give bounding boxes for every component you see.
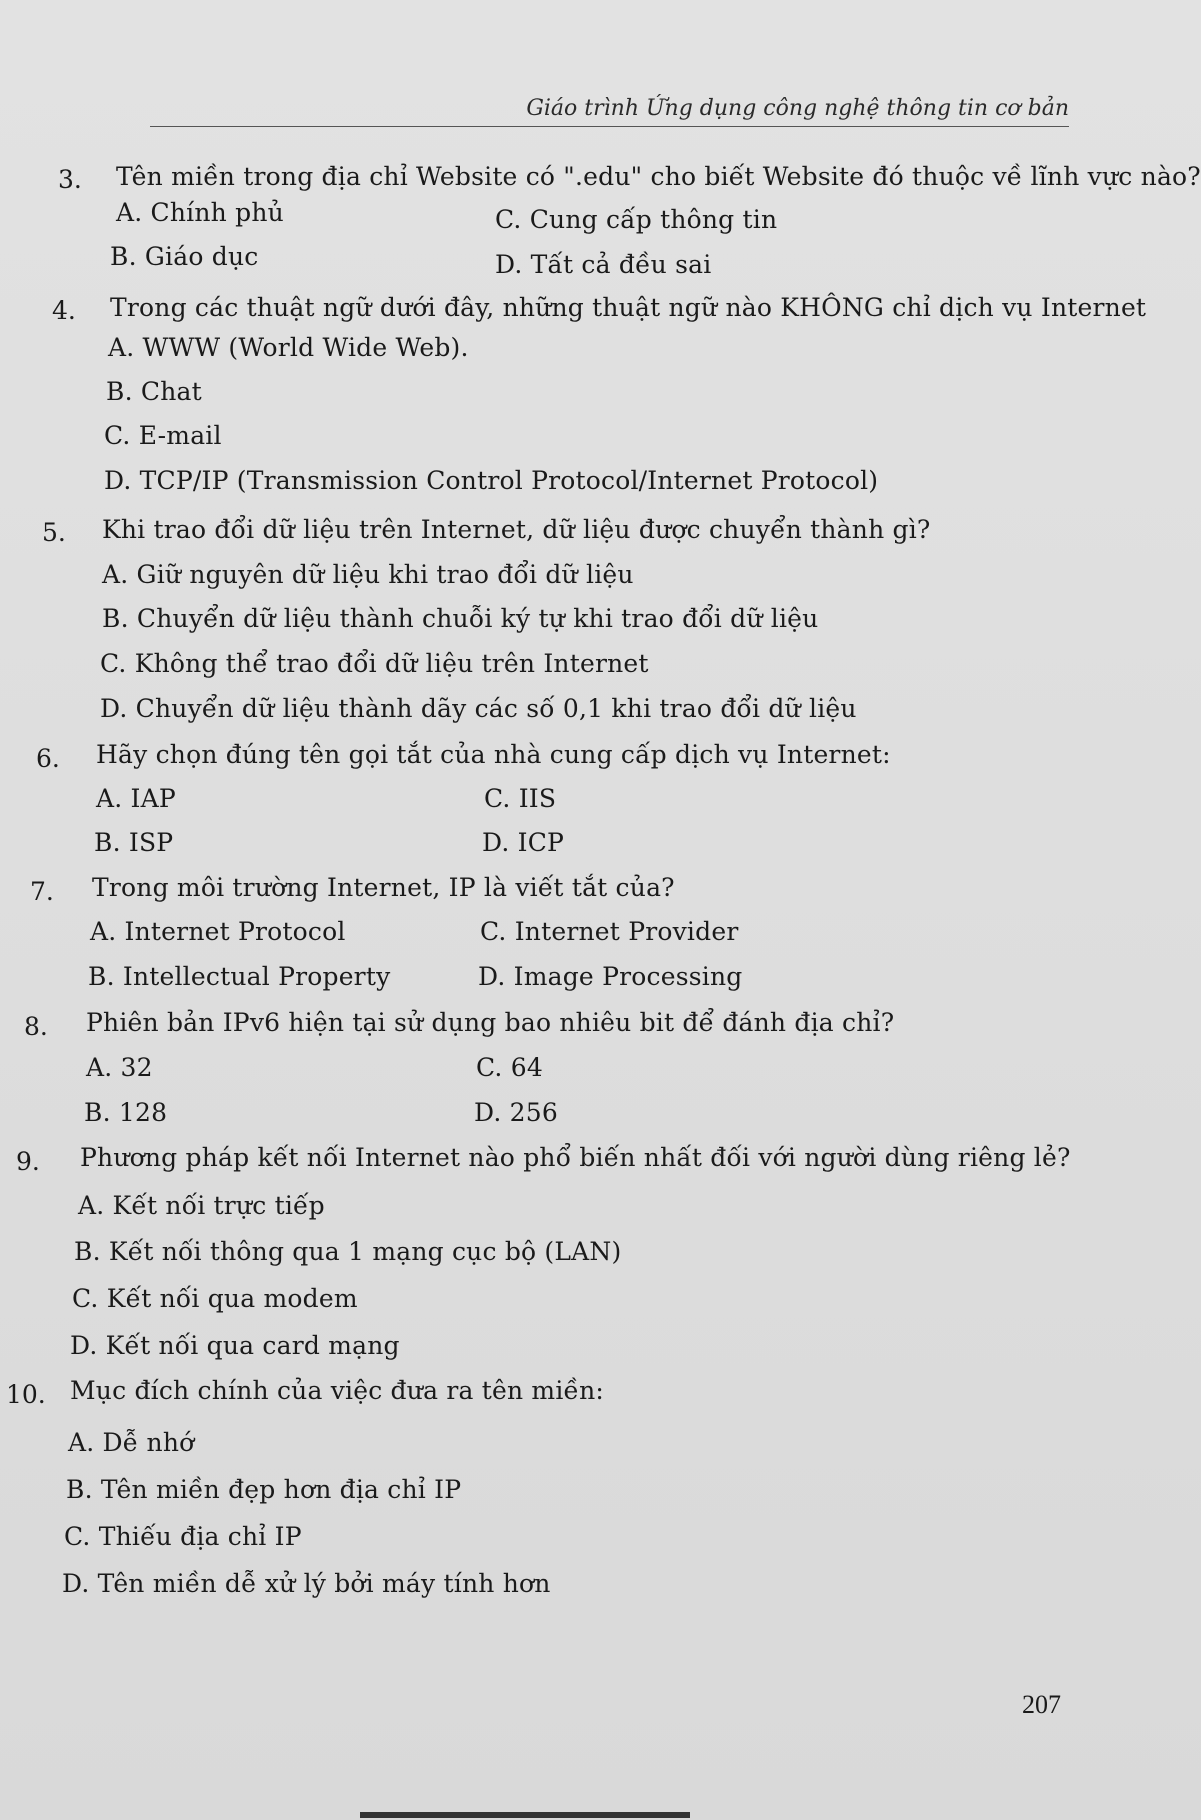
question-text: Hãy chọn đúng tên gọi tắt của nhà cung cấp dịch vụ Internet:: [96, 740, 891, 769]
option: C. 64: [476, 1053, 543, 1082]
question-text: Trong các thuật ngữ dưới đây, những thuật ngữ nào KHÔNG chỉ dịch vụ Internet: [110, 293, 1147, 322]
option: D. TCP/IP (Transmission Control Protocol/Internet Protocol): [104, 466, 879, 495]
question-number: 9.: [16, 1147, 40, 1176]
option: A. Internet Protocol: [90, 917, 346, 946]
running-header: Giáo trình Ứng dụng công nghệ thông tin cơ bản: [150, 96, 1069, 127]
option: C. Internet Provider: [480, 917, 739, 946]
option: A. IAP: [96, 784, 176, 813]
option: A. Chính phủ: [116, 198, 284, 227]
option: D. Image Processing: [478, 962, 743, 991]
question-text: Phương pháp kết nối Internet nào phổ biến nhất đối với người dùng riêng lẻ?: [80, 1143, 1071, 1172]
question-number: 6.: [36, 744, 60, 773]
question-text: Mục đích chính của việc đưa ra tên miền:: [70, 1376, 605, 1405]
option: D. Tất cả đều sai: [495, 250, 712, 279]
option: A. Dễ nhớ: [68, 1428, 195, 1457]
option: D. Kết nối qua card mạng: [70, 1331, 400, 1360]
option: C. Cung cấp thông tin: [495, 205, 778, 234]
option: A. Giữ nguyên dữ liệu khi trao đổi dữ liệu: [102, 560, 634, 589]
option: C. E-mail: [104, 421, 222, 450]
question-number: 7.: [30, 877, 54, 906]
option: A. Kết nối trực tiếp: [78, 1191, 325, 1220]
option: B. Giáo dục: [110, 242, 259, 271]
option: C. Kết nối qua modem: [72, 1284, 358, 1313]
option: B. Chat: [106, 377, 202, 406]
option: B. Intellectual Property: [88, 962, 391, 991]
page-number: 207: [1022, 1690, 1061, 1719]
question-text: Phiên bản IPv6 hiện tại sử dụng bao nhiêu bit để đánh địa chỉ?: [86, 1008, 895, 1037]
option: D. Chuyển dữ liệu thành dãy các số 0,1 khi trao đổi dữ liệu: [100, 694, 857, 723]
option: C. Không thể trao đổi dữ liệu trên Internet: [100, 649, 649, 678]
option: B. ISP: [94, 828, 174, 857]
option: C. Thiếu địa chỉ IP: [64, 1522, 302, 1551]
scan-edge-bar: [360, 1812, 690, 1818]
question-number: 10.: [6, 1380, 46, 1409]
option: B. 128: [84, 1098, 168, 1127]
option: B. Kết nối thông qua 1 mạng cục bộ (LAN): [74, 1237, 622, 1266]
option: B. Chuyển dữ liệu thành chuỗi ký tự khi trao đổi dữ liệu: [102, 604, 819, 633]
question-number: 3.: [58, 165, 82, 194]
option: C. IIS: [484, 784, 557, 813]
option: B. Tên miền đẹp hơn địa chỉ IP: [66, 1475, 462, 1504]
question-text: Trong môi trường Internet, IP là viết tắt của?: [92, 873, 675, 902]
option: A. WWW (World Wide Web).: [108, 333, 469, 362]
question-number: 5.: [42, 518, 66, 547]
option: D. 256: [474, 1098, 558, 1127]
question-text: Khi trao đổi dữ liệu trên Internet, dữ liệu được chuyển thành gì?: [102, 515, 931, 544]
option: D. ICP: [482, 828, 565, 857]
option: D. Tên miền dễ xử lý bởi máy tính hơn: [62, 1569, 551, 1598]
question-number: 4.: [52, 296, 76, 325]
question-text: Tên miền trong địa chỉ Website có ".edu" cho biết Website đó thuộc về lĩnh vực nào?: [116, 162, 1201, 191]
option: A. 32: [86, 1053, 153, 1082]
question-number: 8.: [24, 1012, 48, 1041]
